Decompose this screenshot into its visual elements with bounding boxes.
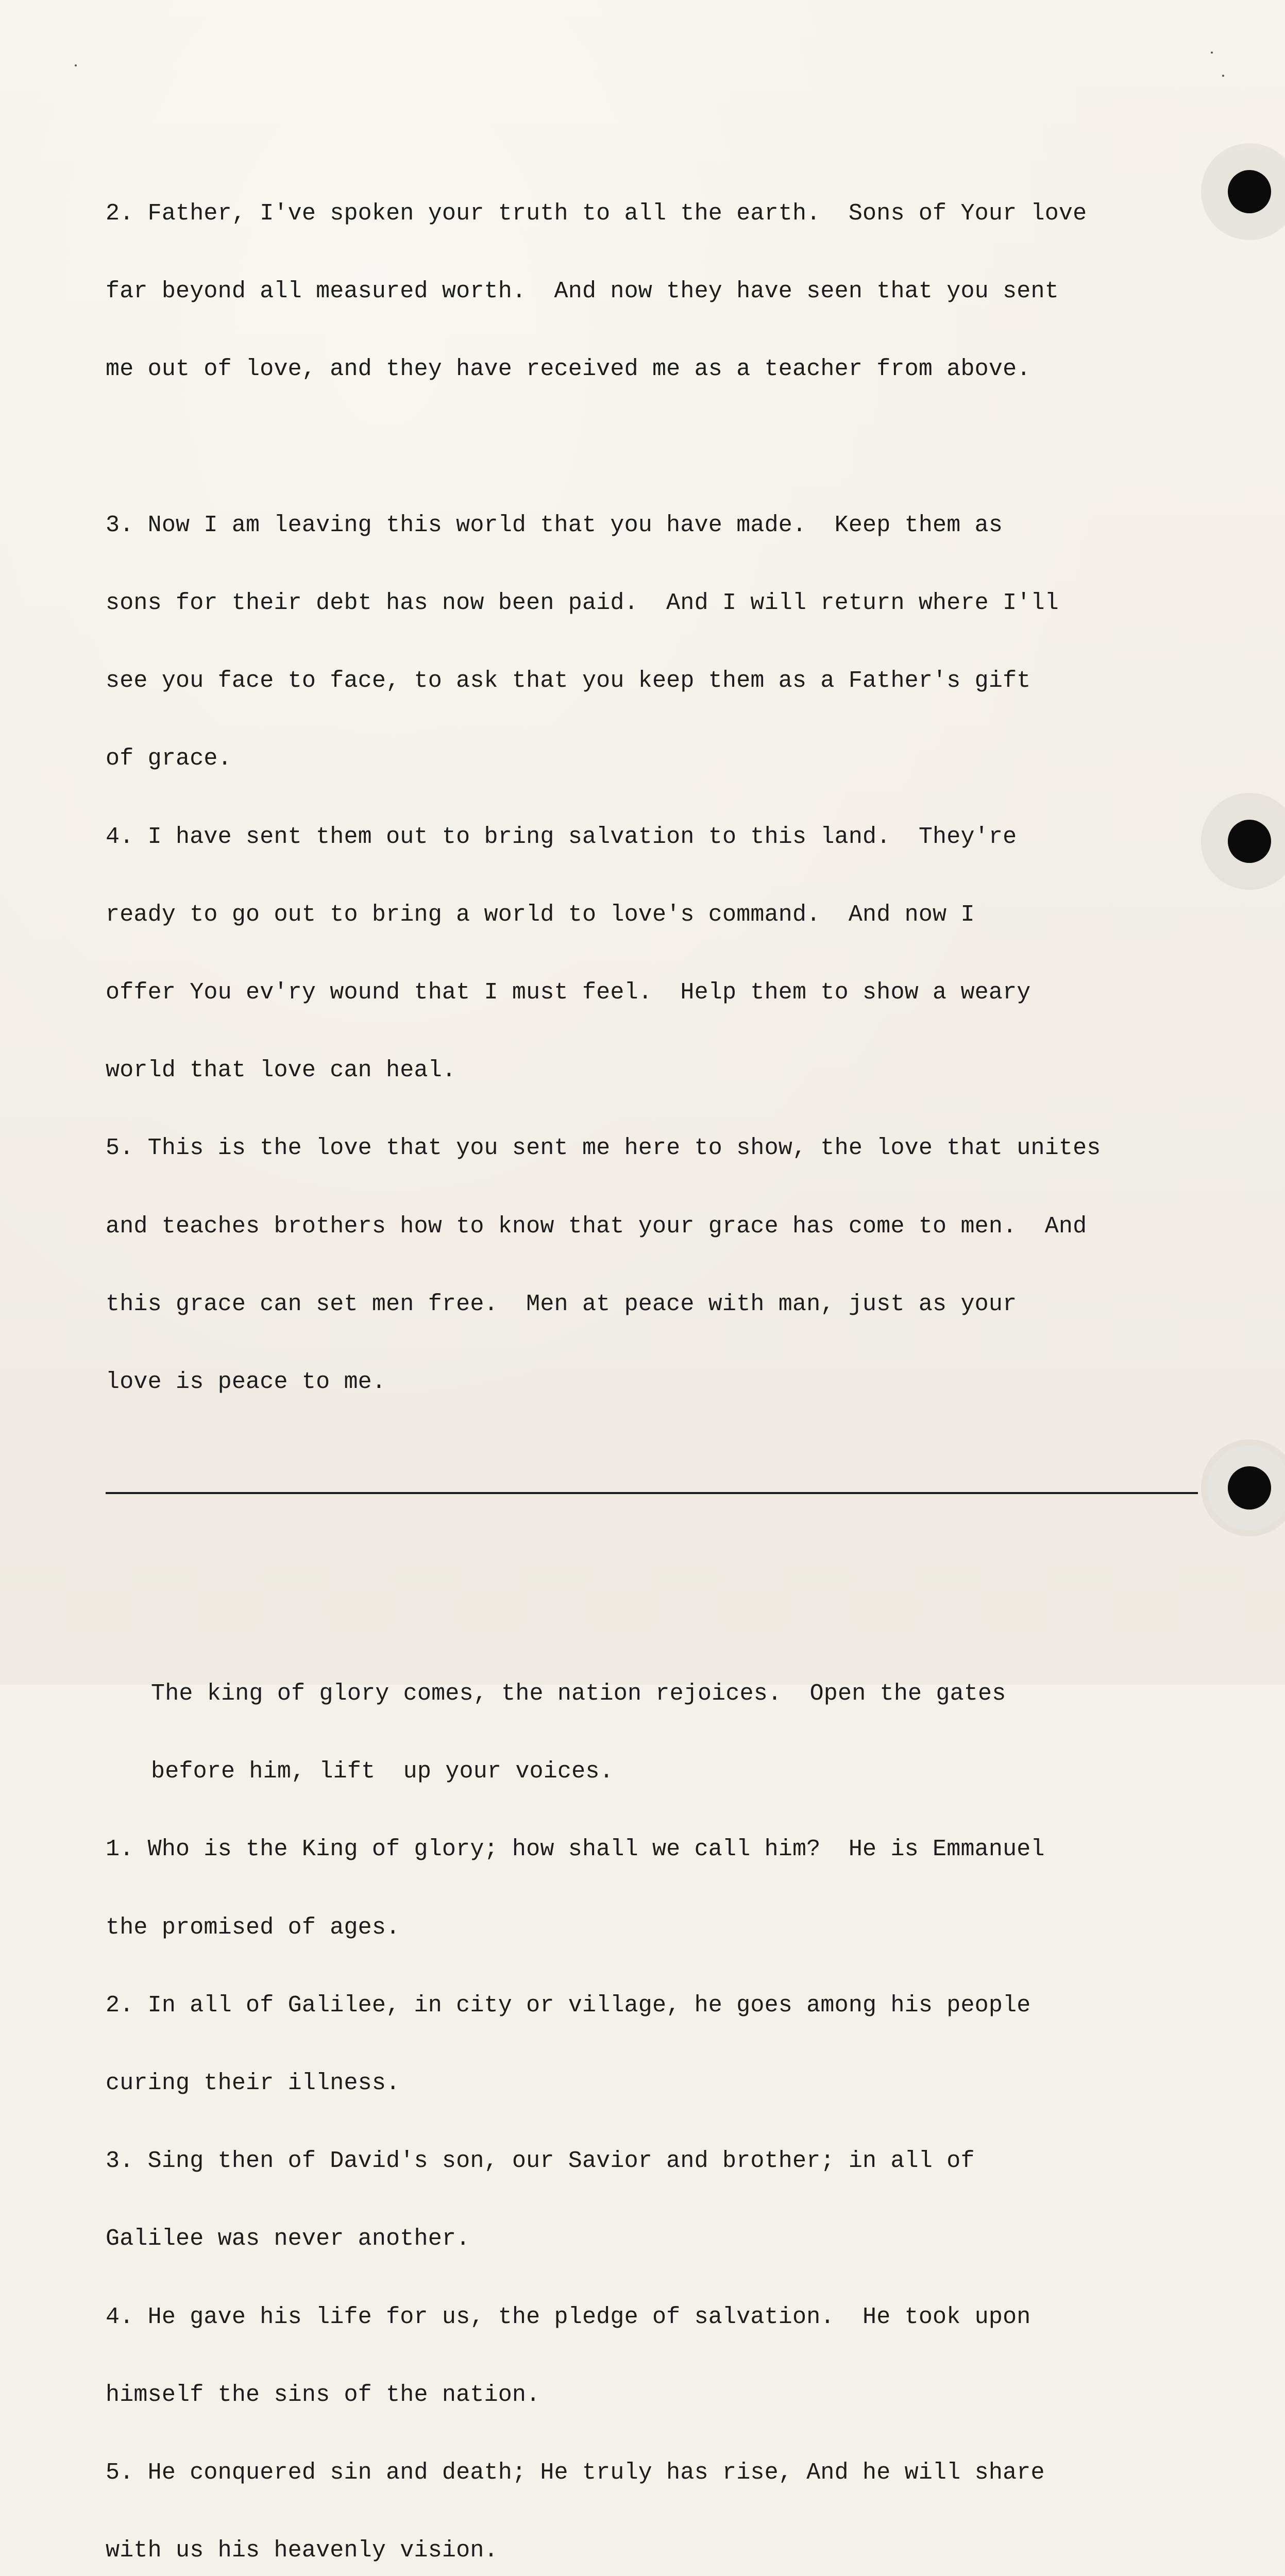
- paper-speck: [75, 64, 77, 66]
- signup-underline: [106, 1492, 1198, 1494]
- document-body: [106, 71, 1239, 2576]
- text-line: love is peace to me.: [106, 1369, 386, 1396]
- text-line: 5. He conquered sin and death; He truly has rise, And he will share: [106, 2459, 1045, 2486]
- refrain-line: before him, lift up your voices.: [151, 1758, 614, 1785]
- text-line: far beyond all measured worth. And now they have seen that you sent: [106, 278, 1059, 305]
- text-line: and teaches brothers how to know that your grace has come to men. And: [106, 1213, 1087, 1240]
- paper-speck: [1222, 75, 1224, 77]
- text-line: 2. Father, I've spoken your truth to all the earth. Sons of Your love: [106, 200, 1087, 227]
- text-line: the promised of ages.: [106, 1914, 400, 1941]
- blank-line: [106, 435, 1239, 461]
- text-line: 5. This is the love that you sent me here to show, the love that unites: [106, 1135, 1101, 1162]
- punch-hole-bottom: [1228, 1466, 1271, 1510]
- text-line: curing their illness.: [106, 2070, 400, 2096]
- punch-hole-middle: [1228, 820, 1271, 863]
- song-passage-1: [106, 149, 1239, 1447]
- text-line: 3. Now I am leaving this world that you have made. Keep them as: [106, 512, 1003, 538]
- text-line: with us his heavenly vision.: [106, 2537, 498, 2564]
- punch-hole-top: [1228, 170, 1271, 213]
- text-line: 2. In all of Galilee, in city or village, he goes among his people: [106, 1992, 1031, 2019]
- blank-line: [106, 1526, 1239, 1551]
- refrain-line: The king of glory comes, the nation rejoices. Open the gates: [151, 1680, 1006, 1707]
- text-line: me out of love, and they have received me as a teacher from above.: [106, 356, 1031, 383]
- paper-speck: [1211, 52, 1213, 54]
- text-line: Galilee was never another.: [106, 2226, 470, 2252]
- song-passage-2: [106, 1629, 1239, 2576]
- text-line: 4. I have sent them out to bring salvation to this land. They're: [106, 823, 1017, 850]
- text-line: 1. Who is the King of glory; how shall we call him? He is Emmanuel: [106, 1836, 1045, 1863]
- text-line: sons for their debt has now been paid. And I will return where I'll: [106, 590, 1059, 617]
- text-line: of grace.: [106, 745, 232, 772]
- text-line: ready to go out to bring a world to love's command. And now I: [106, 901, 975, 928]
- text-line: see you face to face, to ask that you keep them as a Father's gift: [106, 668, 1031, 694]
- text-line: himself the sins of the nation.: [106, 2381, 540, 2408]
- text-line: offer You ev'ry wound that I must feel. Help them to show a weary: [106, 979, 1031, 1006]
- text-line: 3. Sing then of David's son, our Savior and brother; in all of: [106, 2148, 975, 2175]
- text-line: world that love can heal.: [106, 1057, 456, 1084]
- text-line: 4. He gave his life for us, the pledge of salvation. He took upon: [106, 2303, 1031, 2330]
- text-line: this grace can set men free. Men at peace with man, just as your: [106, 1291, 1017, 1317]
